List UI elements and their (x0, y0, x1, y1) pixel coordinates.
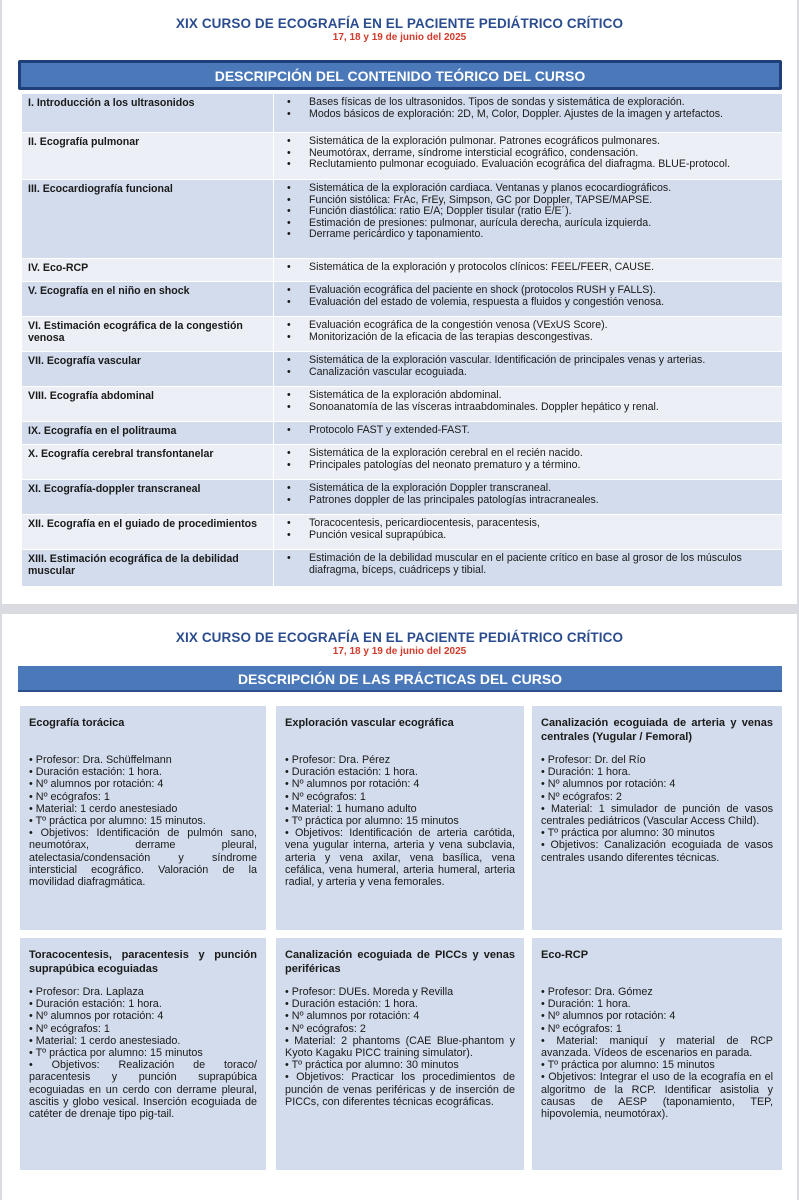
bullet-text: Función sistólica: FrAc, FrEy, Simpson, GC por Doppler, TAPSE/MAPSE. (309, 193, 653, 206)
bullet-text: Sonoanatomía de las vísceras intraabdominales. Doppler hepático y renal. (309, 400, 659, 413)
practice-title: Ecografía torácica (29, 717, 125, 729)
theory-topic: IV. Eco-RCP (22, 259, 274, 281)
theory-topic: XI. Ecografía-doppler transcraneal (22, 480, 274, 514)
bullet-item (280, 402, 776, 414)
theory-row (22, 133, 782, 180)
practice-detail: • Objetivos: Identificación de pulmón sano, neumotórax, derrame pleural, atelectasia/condensación y síndrome intersticial ecográfico. Valoración de la movilidad diafragmática. (29, 827, 257, 889)
bullet-icon: • (287, 158, 291, 171)
theory-row (22, 550, 782, 587)
bullet-item (280, 448, 776, 460)
theory-row (22, 282, 782, 317)
bullet-text: Patrones doppler de las principales patologías intracraneales. (309, 493, 599, 506)
theory-row (22, 352, 782, 387)
bullet-icon: • (287, 389, 291, 401)
bullet-text: Toracocentesis, pericardiocentesis, paracentesis, (309, 517, 540, 529)
bullet-item (280, 97, 776, 109)
practice-detail: • Nº ecógrafos: 1 (285, 790, 366, 803)
section-title: DESCRIPCIÓN DE LAS PRÁCTICAS DEL CURSO (18, 666, 782, 692)
bullet-icon: • (287, 182, 291, 194)
bullet-icon: • (287, 517, 291, 529)
theory-bullets (274, 94, 782, 132)
bullet-icon: • (287, 447, 291, 459)
theory-bullets (274, 422, 782, 444)
bullet-item (280, 159, 776, 171)
bullet-text: Estimación de la debilidad muscular en el paciente crítico en base al grosor de los músculos diafragma, bíceps, cuádriceps y tibial. (309, 552, 742, 576)
practice-detail: • Material: 2 phantoms (CAE Blue-phantom y Kyoto Kagaku PICC training simulator). (285, 1034, 515, 1060)
bullet-icon: • (287, 552, 291, 564)
bullet-text: Modos básicos de exploración: 2D, M, Color, Doppler. Ajustes de la imagen y artefactos. (309, 107, 723, 120)
bullet-item (280, 297, 776, 309)
bullet-text: Sistemática de la exploración Doppler transcraneal. (309, 482, 552, 494)
practice-detail: • Profesor: Dra. Schüffelmann (29, 754, 172, 766)
bullet-text: Sistemática de la exploración cerebral en el recién nacido. (309, 447, 583, 459)
bullet-icon: • (287, 135, 291, 147)
practice-detail: • Duración: 1 hora. (541, 766, 631, 779)
practice-detail: • Duración estación: 1 hora. (29, 766, 162, 779)
theory-bullets (274, 515, 782, 549)
section-title: DESCRIPCIÓN DEL CONTENIDO TEÓRICO DEL CURSO (18, 60, 782, 90)
bullet-icon: • (287, 228, 291, 241)
bullet-text: Punción vesical suprapúbica. (309, 528, 447, 541)
bullet-text: Neumotórax, derrame, síndrome intersticial ecográfico, condensación. (309, 146, 639, 159)
practice-title: Exploración vascular ecográfica (285, 717, 454, 729)
bullet-text: Bases físicas de los ultrasonidos. Tipos de sondas y sistemática de exploración. (309, 96, 685, 108)
theory-bullets (274, 387, 782, 421)
practice-detail: • Nº alumnos por rotación: 4 (541, 778, 676, 791)
bullet-icon: • (287, 493, 291, 506)
bullet-icon: • (287, 319, 291, 331)
practice-detail: • Tº práctica por alumno: 15 minutos (285, 815, 459, 828)
bullet-text: Sistemática de la exploración y protocolos clínicos: FEEL/FEER, CAUSE. (309, 261, 655, 273)
practice-title: Canalización ecoguiada de PICCs y venas periféricas (285, 949, 515, 975)
bullet-icon: • (287, 284, 291, 296)
practice-detail: • Material: 1 humano adulto (285, 802, 417, 815)
bullet-text: Principales patologías del neonato prematuro y a término. (309, 458, 581, 471)
theory-bullets (274, 550, 782, 586)
bullet-text: Sistemática de la exploración vascular. Identificación de principales venas y arterias. (309, 354, 706, 366)
theory-bullets (274, 317, 782, 351)
theory-topic: IX. Ecografía en el politrauma (22, 422, 274, 444)
practice-detail: • Material: 1 simulador de punción de vasos centrales pediátricos (Vascular Access Child). (541, 802, 773, 828)
practice-card (532, 938, 782, 1170)
bullet-item (280, 460, 776, 472)
theory-bullets (274, 445, 782, 479)
bullet-item (280, 518, 776, 530)
bullet-text: Derrame pericárdico y taponamiento. (309, 228, 484, 241)
bullet-icon: • (287, 354, 291, 366)
bullet-item (280, 425, 776, 437)
bullet-icon: • (287, 400, 291, 413)
practice-card (276, 938, 524, 1170)
theory-row (22, 445, 782, 480)
theory-topic: II. Ecografía pulmonar (22, 133, 274, 179)
bullet-item (280, 495, 776, 507)
course-title: XIX CURSO DE ECOGRAFÍA EN EL PACIENTE PEDIÁTRICO CRÍTICO (175, 16, 624, 31)
practice-detail: • Tº práctica por alumno: 15 minutos. (29, 815, 206, 828)
theory-row (22, 422, 782, 445)
bullet-icon: • (287, 107, 291, 120)
page-header (2, 0, 797, 43)
bullet-text: Estimación de presiones: pulmonar, aurícula derecha, aurícula izquierda. (309, 216, 652, 229)
practice-detail: • Tº práctica por alumno: 30 minutos (541, 827, 715, 840)
practice-detail: • Objetivos: Identificación de arteria carótida, vena yugular interna, arteria y vena subclavia, arteria y vena axilar, vena basílica, vena cefálica, vena humeral, arteria humeral, arteria radial, y arteria y vena femorales. (285, 827, 515, 889)
theory-topic: V. Ecografía en el niño en shock (22, 282, 274, 316)
practice-card (20, 706, 266, 930)
bullet-icon: • (287, 458, 291, 471)
practice-detail: • Profesor: Dra. Pérez (285, 754, 391, 766)
practice-detail: • Nº ecógrafos: 1 (541, 1022, 622, 1035)
theory-topic: III. Ecocardiografía funcional (22, 180, 274, 258)
practice-detail: • Profesor: Dra. Laplaza (29, 986, 144, 998)
bullet-icon: • (287, 330, 291, 343)
practice-title: Toracocentesis, paracentesis y punción suprapúbica ecoguiadas (29, 949, 257, 975)
bullet-item (280, 530, 776, 542)
theory-row (22, 480, 782, 515)
theory-bullets (274, 282, 782, 316)
practice-detail: • Tº práctica por alumno: 15 minutos (541, 1059, 715, 1072)
bullet-text: Protocolo FAST y extended-FAST. (309, 424, 470, 436)
theory-bullets (274, 259, 782, 281)
bullet-item (280, 553, 776, 576)
bullet-text: Sistemática de la exploración abdominal. (309, 389, 502, 401)
practice-detail: • Duración: 1 hora. (541, 998, 631, 1011)
course-dates: 17, 18 y 19 de junio del 2025 (332, 646, 467, 657)
bullet-item (280, 332, 776, 344)
bullet-text: Evaluación ecográfica del paciente en shock (protocolos RUSH y FALLS). (309, 284, 656, 296)
bullet-icon: • (287, 146, 291, 159)
theory-page (2, 0, 797, 604)
practice-detail: • Nº alumnos por rotación: 4 (29, 1010, 164, 1023)
practice-card (276, 706, 524, 930)
bullet-item (280, 285, 776, 297)
practice-title: Canalización ecoguiada de arteria y venas centrales (Yugular / Femoral) (541, 717, 773, 743)
theory-bullets (274, 180, 782, 258)
bullet-item (280, 355, 776, 367)
theory-bullets (274, 480, 782, 514)
theory-bullets (274, 133, 782, 179)
bullet-text: Evaluación del estado de volemia, respuesta a fluidos y congestión venosa. (309, 295, 665, 308)
theory-topic: I. Introducción a los ultrasonidos (22, 94, 274, 132)
practice-detail: • Nº ecógrafos: 2 (285, 1022, 366, 1035)
bullet-text: Monitorización de la eficacia de las terapias descongestivas. (309, 330, 593, 343)
bullet-item (280, 136, 776, 148)
practice-title: Eco-RCP (541, 949, 589, 961)
course-dates: 17, 18 y 19 de junio del 2025 (332, 32, 467, 43)
theory-topic: X. Ecografía cerebral transfontanelar (22, 445, 274, 479)
bullet-icon: • (287, 216, 291, 229)
practice-detail: • Nº alumnos por rotación: 4 (285, 1010, 420, 1023)
theory-row (22, 387, 782, 422)
theory-topic: VIII. Ecografía abdominal (22, 387, 274, 421)
theory-topic: VI. Estimación ecográfica de la congestión venosa (22, 317, 274, 351)
practice-detail: • Nº alumnos por rotación: 4 (541, 1010, 676, 1023)
practice-detail: • Profesor: Dr. del Río (541, 754, 646, 766)
bullet-icon: • (287, 193, 291, 206)
practice-detail: • Tº práctica por alumno: 15 minutos (29, 1047, 203, 1060)
bullet-item (280, 390, 776, 402)
theory-row (22, 180, 782, 259)
theory-row (22, 317, 782, 352)
bullet-item (280, 109, 776, 121)
practice-detail: • Material: 1 cerdo anestesiado. (29, 1034, 181, 1047)
theory-topic: XII. Ecografía en el guiado de procedimientos (22, 515, 274, 549)
bullet-text: Sistemática de la exploración cardiaca. Ventanas y planos ecocardiográficos. (309, 182, 672, 194)
practice-card (20, 938, 266, 1170)
theory-row (22, 94, 782, 133)
theory-topic: VII. Ecografía vascular (22, 352, 274, 386)
practice-detail: • Material: 1 cerdo anestesiado (29, 802, 178, 815)
bullet-item (280, 367, 776, 379)
bullet-icon: • (287, 261, 291, 273)
practice-detail: • Duración estación: 1 hora. (29, 998, 162, 1011)
practice-detail: • Objetivos: Realización de toraco/ paracentesis y punción suprapúbica ecoguiadas en un cerdo con derrame pleural, ascitis y globo vesical. Inserción ecoguiada de catéter de drenaje tipo pig-tail. (29, 1059, 257, 1121)
bullet-item (280, 262, 776, 274)
bullet-item (280, 320, 776, 332)
theory-topic: XIII. Estimación ecográfica de la debilidad muscular (22, 550, 274, 586)
course-title: XIX CURSO DE ECOGRAFÍA EN EL PACIENTE PEDIÁTRICO CRÍTICO (175, 630, 624, 645)
practice-detail: • Objetivos: Practicar los procedimientos de punción de venas periféricas y de inserción de PICCs, con diferentes técnicas ecográficas. (285, 1071, 515, 1108)
practices-page (2, 614, 797, 1200)
practice-detail: • Profesor: DUEs. Moreda y Revilla (285, 986, 454, 998)
practice-detail: • Duración estación: 1 hora. (285, 766, 418, 779)
bullet-text: Canalización vascular ecoguiada. (309, 365, 467, 378)
practice-detail: • Objetivos: Canalización ecoguiada de vasos centrales usando diferentes técnicas. (541, 839, 773, 864)
practice-detail: • Nº ecógrafos: 2 (541, 790, 622, 803)
theory-bullets (274, 352, 782, 386)
practice-card (532, 706, 782, 930)
bullet-icon: • (287, 205, 291, 218)
practice-detail: • Nº alumnos por rotación: 4 (29, 778, 164, 791)
bullet-text: Evaluación ecográfica de la congestión venosa (VExUS Score). (309, 319, 608, 331)
practice-detail: • Nº alumnos por rotación: 4 (285, 778, 420, 791)
bullet-icon: • (287, 295, 291, 308)
bullet-icon: • (287, 96, 291, 108)
bullet-text: Reclutamiento pulmonar ecoguiado. Evaluación ecográfica del diafragma. BLUE-protocol. (309, 158, 731, 171)
bullet-item (280, 483, 776, 495)
practice-detail: • Nº ecógrafos: 1 (29, 1022, 110, 1035)
practice-detail: • Tº práctica por alumno: 30 minutos (285, 1059, 459, 1072)
bullet-icon: • (287, 528, 291, 541)
bullet-icon: • (287, 424, 291, 436)
bullet-text: Sistemática de la exploración pulmonar. Patrones ecográficos pulmonares. (309, 135, 660, 147)
bullet-icon: • (287, 482, 291, 494)
theory-row (22, 515, 782, 550)
theory-table (22, 94, 782, 587)
practice-detail: • Duración estación: 1 hora. (285, 998, 418, 1011)
page-header (2, 614, 797, 657)
practice-detail: • Nº ecógrafos: 1 (29, 790, 110, 803)
bullet-item (280, 229, 776, 241)
practice-detail: • Material: maniquí y material de RCP avanzada. Vídeos de escenarios en parada. (541, 1034, 773, 1060)
bullet-item (280, 183, 776, 195)
bullet-text: Función diastólica: ratio E/A; Doppler tisular (ratio E/E´). (309, 205, 572, 218)
bullet-icon: • (287, 365, 291, 378)
practice-detail: • Profesor: Dra. Gómez (541, 986, 653, 998)
practice-detail: • Objetivos: Integrar el uso de la ecografía en el algoritmo de la RCP. Identificar asistolia y causas de AESP (taponamiento, TEP, hipovolemia, neumotórax). (541, 1071, 773, 1121)
theory-row (22, 259, 782, 282)
